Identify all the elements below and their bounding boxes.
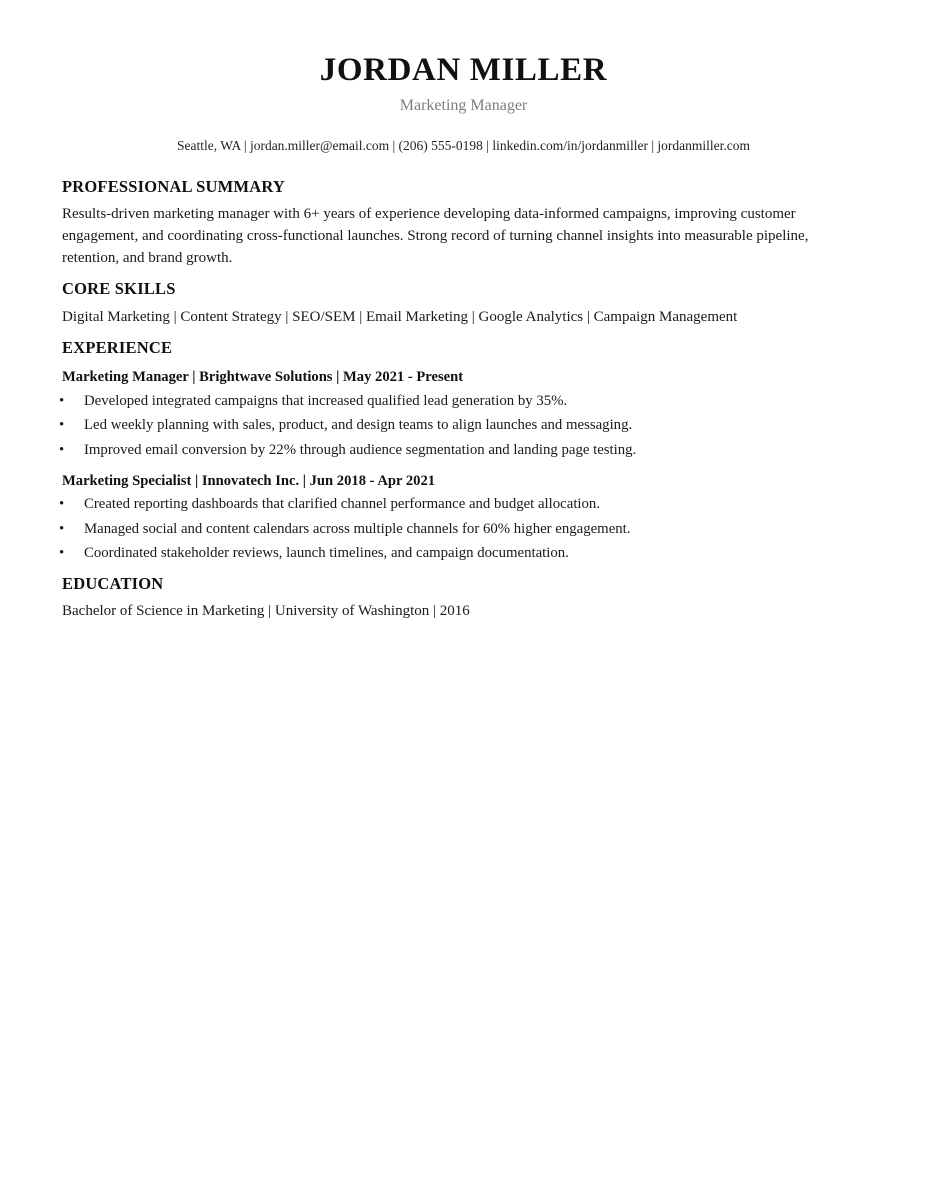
section-professional-summary xyxy=(62,177,865,270)
section-education xyxy=(62,574,865,624)
experience-bullet-text: Improved email conversion by 22% through audience segmentation and landing page testing. xyxy=(84,441,637,458)
experience-entry-heading: Marketing Manager | Brightwave Solutions | May 2021 - Present xyxy=(62,369,464,386)
experience-bullet-list xyxy=(59,494,865,564)
experience-entry xyxy=(59,472,865,565)
experience-bullet-text: Created reporting dashboards that clarified channel performance and budget allocation. xyxy=(84,496,601,513)
bullet-point-icon: • xyxy=(59,417,65,434)
experience-bullet-text: Coordinated stakeholder reviews, launch timelines, and campaign documentation. xyxy=(84,545,569,562)
section-heading-professional-summary: PROFESSIONAL SUMMARY xyxy=(62,176,285,196)
experience-entry-heading: Marketing Specialist | Innovatech Inc. | Jun 2018 - Apr 2021 xyxy=(62,473,436,490)
bullet-point-icon: • xyxy=(59,441,65,458)
professional-summary-text: Results-driven marketing manager with 6+ years of experience developing data-informed campaigns, improving customer engagement, and coordinating cross-functional launches. Strong record of turning channel insights into measurable pipeline, retention, and brand growth. xyxy=(62,206,809,267)
bullet-point-icon: • xyxy=(59,545,65,562)
section-heading-education: EDUCATION xyxy=(62,573,164,593)
section-heading-experience: EXPERIENCE xyxy=(62,337,173,357)
experience-bullet-text: Developed integrated campaigns that increased qualified lead generation by 35%. xyxy=(84,392,568,409)
experience-bullet-text: Managed social and content calendars across multiple channels for 60% higher engagement. xyxy=(84,520,631,537)
experience-bullet-list xyxy=(59,391,865,461)
experience-bullet-text: Led weekly planning with sales, product, and design teams to align launches and messaging. xyxy=(84,417,633,434)
contact-info-line: Seattle, WA | jordan.miller@email.com | (206) 555-0198 | linkedin.com/in/jordanmiller | jordanmiller.com xyxy=(177,138,750,154)
section-core-skills xyxy=(62,279,865,329)
experience-entry xyxy=(59,368,865,461)
experience-bullet xyxy=(59,440,865,461)
section-experience xyxy=(59,337,865,565)
bullet-point-icon: • xyxy=(59,496,65,513)
bullet-point-icon: • xyxy=(59,520,65,537)
education-entry: Bachelor of Science in Marketing | University of Washington | 2016 xyxy=(62,603,470,620)
resume-header xyxy=(62,52,865,155)
experience-bullet xyxy=(59,519,865,540)
experience-bullet xyxy=(59,543,865,564)
experience-bullet xyxy=(59,391,865,412)
core-skills-list: Digital Marketing | Content Strategy | SEO/SEM | Email Marketing | Google Analytics | Campaign Management xyxy=(62,308,738,325)
experience-bullet xyxy=(59,415,865,436)
candidate-name: JORDAN MILLER xyxy=(319,52,608,88)
experience-bullet xyxy=(59,494,865,515)
bullet-point-icon: • xyxy=(59,392,65,409)
candidate-job-title: Marketing Manager xyxy=(399,96,528,114)
section-heading-core-skills: CORE SKILLS xyxy=(62,279,176,299)
